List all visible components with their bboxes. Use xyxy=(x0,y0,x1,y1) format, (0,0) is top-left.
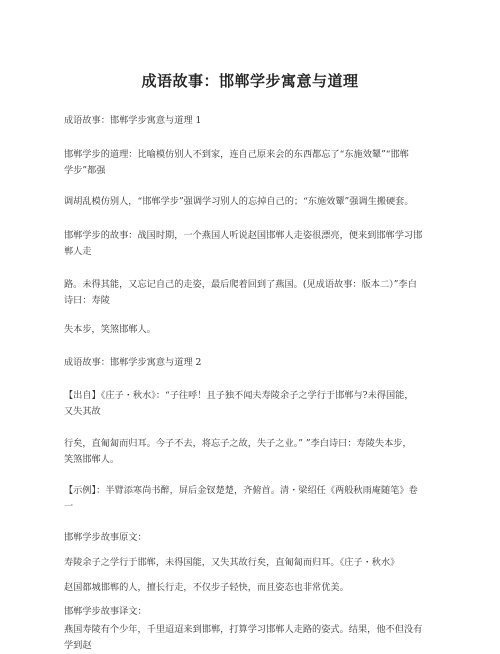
paragraph-subtitle-1 xyxy=(64,113,436,129)
text-line: 燕国寿陵有个少年，千里迢迢来到邯郸，打算学习邯郸人走路的姿式。结果，他不但没有 xyxy=(64,624,423,635)
text-line: 郸人走 xyxy=(64,246,92,257)
paragraph-original-text xyxy=(64,555,436,571)
text-line: 成语故事：邯郸学步寓意与道理 2 xyxy=(64,357,202,368)
text-line: 行矣，直匍匐而归耳。今子不去，将忘子之故，失子之业。” ”李白诗曰：寿陵失本步， xyxy=(64,438,412,449)
text-line: 【出自】《庄子・秋水》：“子往呼！且子独不闻夫寿陵余子之学行于邯郸与?未得国能， xyxy=(64,390,414,401)
text-line: 赵国都城邯郸的人，擅长行走，不仅步子轻快，而且姿态也非常优美。 xyxy=(64,582,349,593)
paragraph-example xyxy=(64,483,436,515)
paragraph-poem-end xyxy=(64,322,436,338)
text-line: 寿陵余子之学行于邯郸，未得国能，又失其故行矣，直匍匐而归耳。《庄子・秋水》 xyxy=(64,557,400,568)
text-line: 诗曰：寿陵 xyxy=(64,295,110,306)
paragraph-translation-text xyxy=(64,622,436,654)
text-line: 学到赵 xyxy=(64,640,92,651)
text-line: 邯郸学步故事译文： xyxy=(64,606,147,617)
text-line: 邯郸学步的道理：比喻模仿别人不到家，连自己原来会的东西都忘了“东施效颦”“邯郸 xyxy=(64,149,409,160)
document-title: 成语故事：邯郸学步寓意与道理 xyxy=(141,72,359,90)
text-line: 调胡乱模仿别人，“邯郸学步”强调学习别人的忘掉自己的；“东施效颦”强调生搬硬套。 xyxy=(64,196,414,207)
paragraph-subtitle-2 xyxy=(64,355,436,371)
paragraph-handan-people xyxy=(64,580,436,596)
text-line: 路。未得其能，又忘记自己的走姿，最后爬着回到了燕国。(见成语故事：版本二）”李白 xyxy=(64,279,417,290)
text-line: 又失其故 xyxy=(64,406,101,417)
text-line: 【示例】：半臂添寒尚书醉，屏后金钗楚楚，齐俯首。清・梁绍任《两般秋雨庵随笔》卷 xyxy=(64,485,418,496)
paragraph-moral xyxy=(64,147,436,179)
text-line: 学步”都强 xyxy=(64,165,106,176)
paragraph-story xyxy=(64,228,436,260)
paragraph-source xyxy=(64,388,436,420)
text-line: 邯郸学步的故事：战国时期，一个燕国人听说赵国邯郸人走姿很漂亮，便来到邯郸学习邯 xyxy=(64,230,423,241)
paragraph-original-heading xyxy=(64,530,436,546)
text-line: 失本步，笑煞邯郸人。 xyxy=(64,324,156,335)
paragraph-story-cont xyxy=(64,277,436,309)
paragraph-source-cont xyxy=(64,436,436,468)
text-line: 邯郸学步故事原文： xyxy=(64,532,147,543)
text-line: 成语故事：邯郸学步寓意与道理 1 xyxy=(64,115,202,126)
text-line: 一 xyxy=(64,501,74,512)
paragraph-comparison xyxy=(64,194,436,210)
text-line: 笑煞邯郸人。 xyxy=(64,454,120,465)
paragraph-translation-heading xyxy=(64,604,436,620)
